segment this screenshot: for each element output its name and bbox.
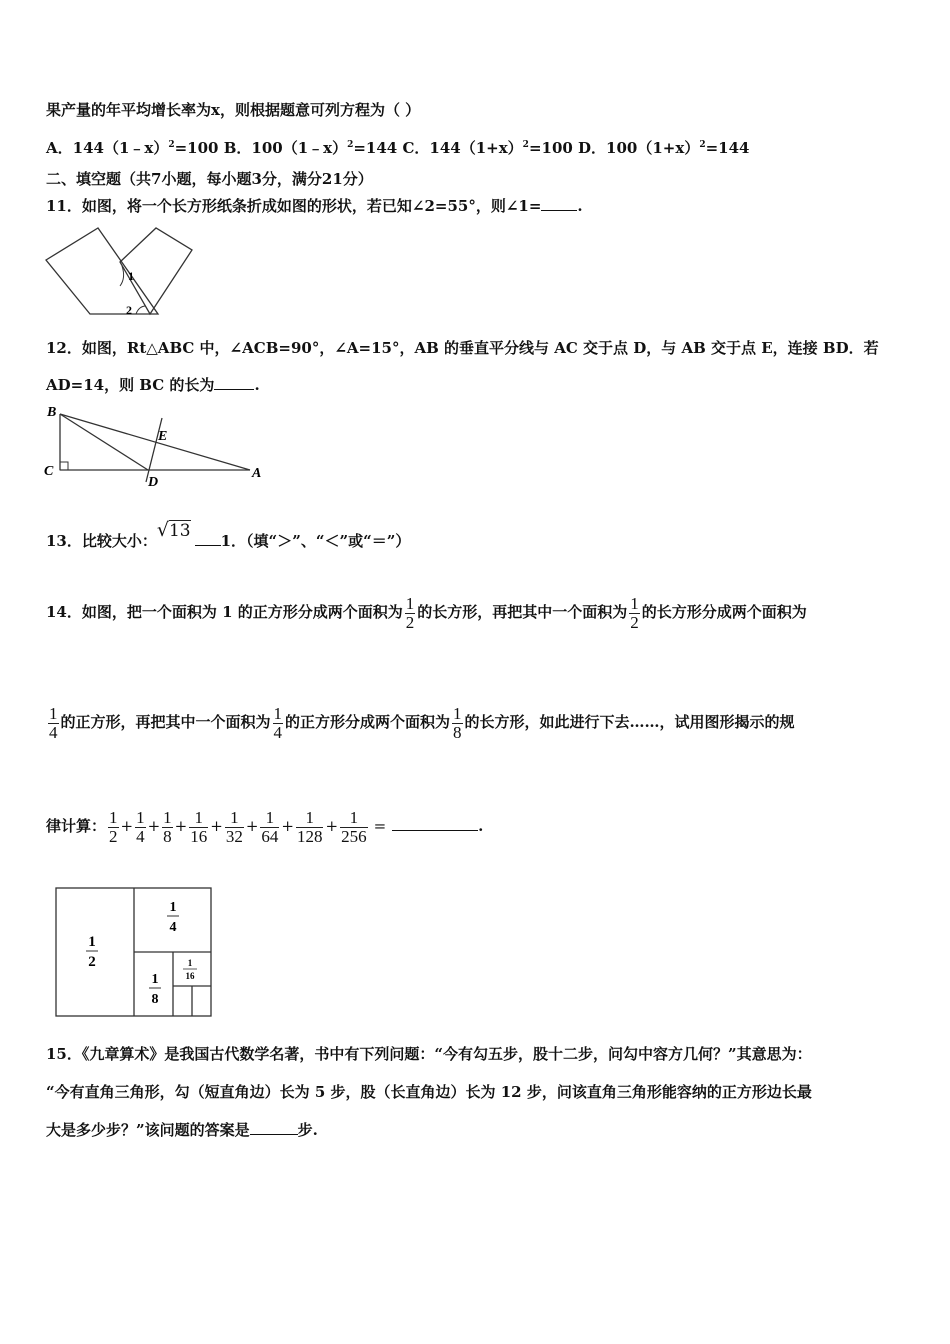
svg-text:8: 8 xyxy=(151,992,159,1007)
svg-text:4: 4 xyxy=(169,920,177,935)
q15-text-line1: 15．《九章算术》是我国古代数学名著，书中有下列问题：“今有勾五步，股十二步，问勾中容方几何？”其意思为： xyxy=(46,1045,812,1063)
frac-one-quarter: $\frac{1}{4}$ xyxy=(49,703,58,742)
q12-text-line1: 12．如图，Rt△ABC 中，∠ACB=90°，∠A=15°，AB 的垂直平分线与 AC 交于点 D，与 AB 交于点 E，连接 BD．若 xyxy=(46,339,879,357)
q11-answer-blank[interactable] xyxy=(541,196,577,211)
fig-label-half xyxy=(86,934,98,970)
frac-one-eighth: $\frac{1}{8}$ xyxy=(453,703,462,742)
svg-text:1: 1 xyxy=(151,972,159,987)
q11-angle2-label: 2 xyxy=(126,303,132,317)
q14-text-line1: 14．如图，把一个面积为 1 的正方形分成两个面积为 $\frac{1}{2}$ 的长方形，再把其中一个面积为 $\frac{1}{2}$ 的长方形分成两个面积为 xyxy=(46,593,807,632)
q12-answer-blank[interactable] xyxy=(214,375,254,390)
svg-text:1: 1 xyxy=(169,900,177,915)
frac-one-half: $\frac{1}{2}$ xyxy=(630,593,639,632)
svg-text:1: 1 xyxy=(88,934,96,950)
svg-text:16: 16 xyxy=(185,971,195,981)
q12-label-c: C xyxy=(44,464,54,479)
q14-answer-blank[interactable] xyxy=(392,816,478,831)
q11-angle2-arc xyxy=(136,306,146,314)
frac-1-256: $\frac{1}{256}$ xyxy=(341,807,367,846)
q11-figure xyxy=(40,222,200,324)
q11-strip-left xyxy=(46,228,158,314)
fig-label-eighth xyxy=(149,972,161,1007)
q12-text-line2: AD=14，则 BC 的长为 . xyxy=(46,376,260,394)
q12-label-a: A xyxy=(252,466,262,481)
q14-figure xyxy=(54,886,216,1020)
q11-text: 11．如图，将一个长方形纸条折成如图的形状，若已知∠2=55°，则∠1= . xyxy=(46,197,583,215)
sqrt-13: √13 xyxy=(156,519,191,541)
frac-one-half: $\frac{1}{2}$ xyxy=(405,593,415,632)
q10-options xyxy=(46,135,749,158)
frac-1-4: $\frac{1}{4}$ xyxy=(136,807,145,846)
q10-option-d: D．$100(1+x)^2=144$ xyxy=(572,139,750,157)
frac-1-128: $\frac{1}{128}$ xyxy=(296,807,323,846)
q12-label-b: B xyxy=(47,405,57,420)
q11-angle1-arc xyxy=(120,266,124,286)
q12-label-e: E xyxy=(158,429,168,444)
frac-1-16: $\frac{1}{16}$ xyxy=(190,807,208,846)
q13-text: 13．比较大小：√13 1．（填“＞”、“＜”或“＝”） xyxy=(46,519,411,550)
frac-1-32: $\frac{1}{32}$ xyxy=(225,807,243,846)
frac-one-quarter: $\frac{1}{4}$ xyxy=(273,703,283,742)
q10-option-a: A．144（1﹣x）$^2$=100 xyxy=(46,139,219,157)
q15-text-line3: 大是多少步？”该问题的答案是 步. xyxy=(46,1121,318,1139)
frac-1-2: $\frac{1}{2}$ xyxy=(109,807,118,846)
fig-label-sixteenth xyxy=(183,958,197,981)
section-title: 二、填空题（共7小题，每小题3分，满分21分） xyxy=(46,170,373,188)
frac-1-8: $\frac{1}{8}$ xyxy=(163,807,172,846)
q14-series: 律计算： $\frac{1}{2}$ + $\frac{1}{4}$ + $\frac{1}{8}$ + $\frac{1}{16}$ + $\frac{1}{32}$ + $\frac{1}{64}$ + $\frac{1}{128}$ + $\frac{1}{256}$ = . xyxy=(46,807,484,846)
svg-text:1: 1 xyxy=(187,958,193,968)
q10-option-c: C．$144(1+x)^2=100$ xyxy=(397,139,573,157)
q14-text-line2: $\frac{1}{4}$ 的正方形，再把其中一个面积为 $\frac{1}{4}$ 的正方形分成两个面积为 $\frac{1}{8}$ 的长方形，如此进行下去……，试用图形揭示的规 xyxy=(49,703,795,742)
q15-text-line2: “今有直角三角形，勾（短直角边）长为 5 步，股（长直角边）长为 12 步，问该直角三角形能容纳的正方形边长最 xyxy=(46,1083,812,1101)
q11-angle1-label: 1 xyxy=(128,269,134,283)
q12-label-d: D xyxy=(148,475,159,490)
q15-answer-blank[interactable] xyxy=(250,1120,298,1135)
q12-figure xyxy=(40,400,270,495)
q13-answer-blank[interactable] xyxy=(195,531,221,546)
frac-1-64: $\frac{1}{64}$ xyxy=(261,807,279,846)
fig-label-quarter xyxy=(167,900,179,935)
svg-text:2: 2 xyxy=(88,954,96,970)
q10-stem: 果产量的年平均增长率为x，则根据题意可列方程为（ ） xyxy=(46,101,421,119)
q10-option-b: B．100（1﹣x）$^2$=144 xyxy=(218,139,398,157)
